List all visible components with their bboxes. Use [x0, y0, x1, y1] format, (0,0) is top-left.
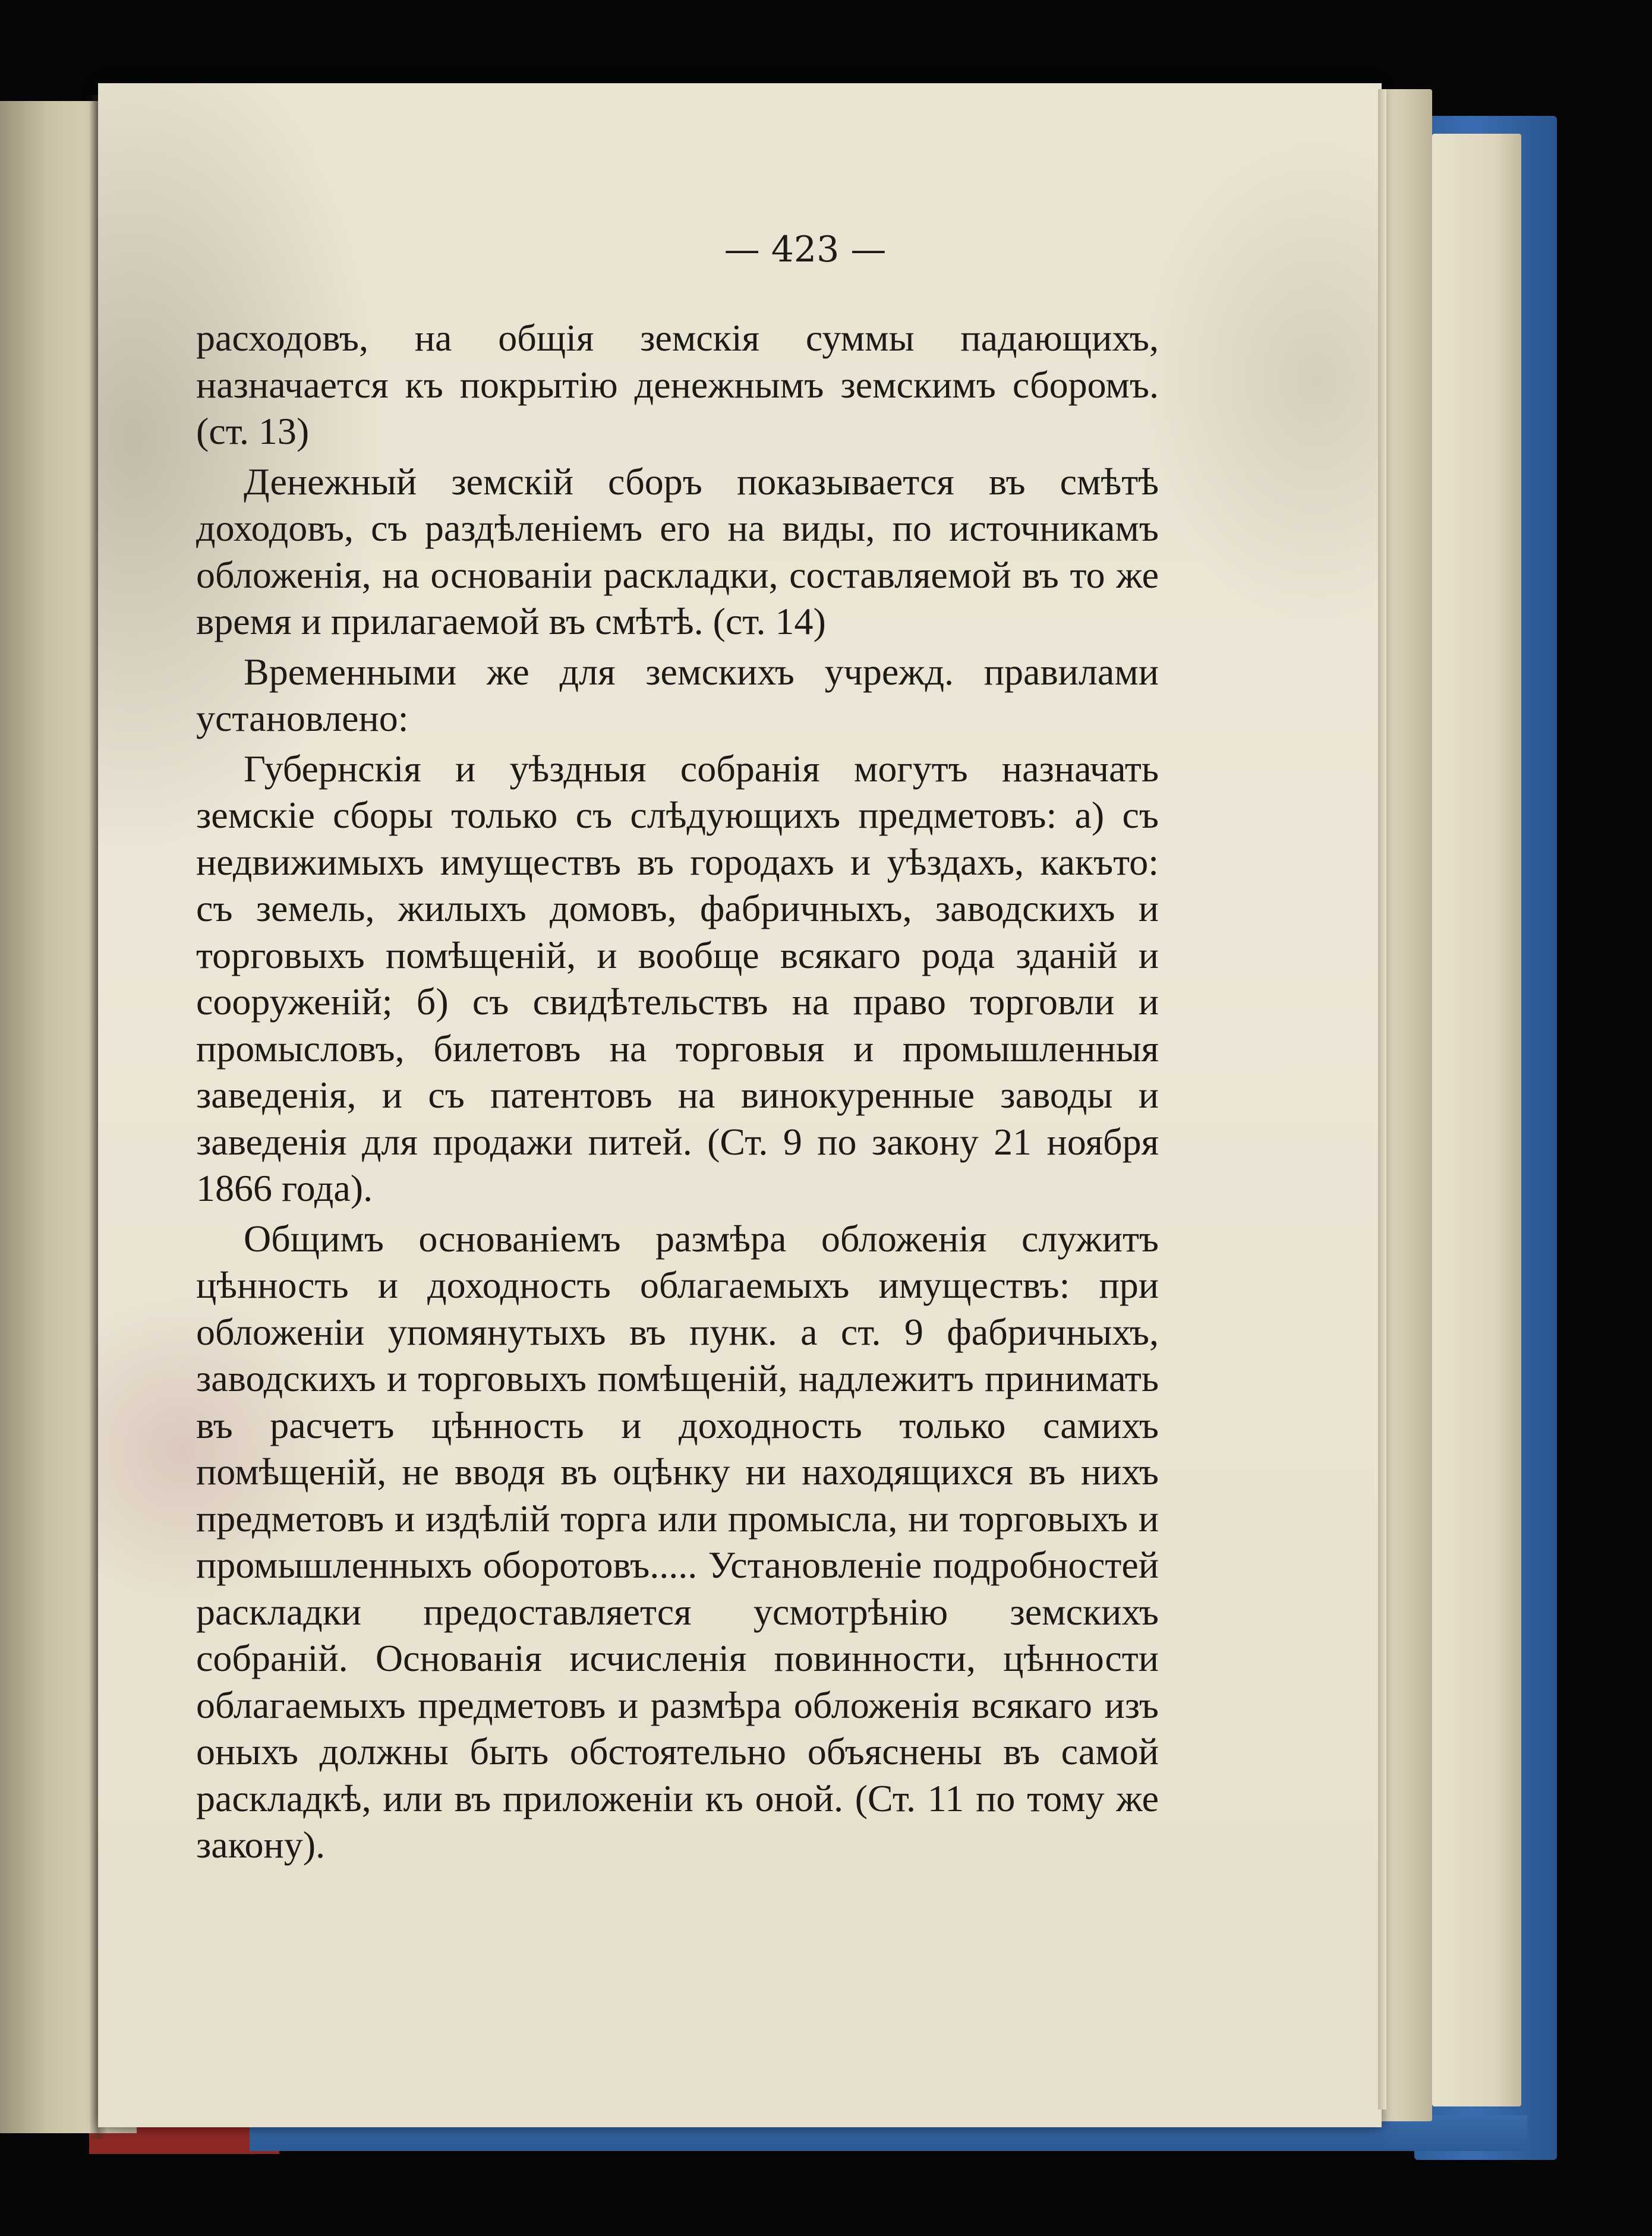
paragraph: Денежный земскій сборъ показывается въ смѣтѣ доходовъ, съ раздѣленіемъ его на виды, по источникамъ обложенія, на основаніи раскладки, составляемой въ то же время и прилагаемой въ смѣтѣ. (ст. 14) [196, 460, 1159, 642]
page-number: — 423 — [724, 229, 887, 270]
paragraph: расходовъ, на общія земскія суммы падающихъ, назначается къ покрытію денежнымъ земскимъ сборомъ. (ст. 13) [196, 317, 1159, 452]
paragraph: Губернскія и уѣздныя собранія могутъ назначать земскіе сборы только съ слѣдующихъ предметовъ: а) съ недвижимыхъ имуществъ въ городахъ и уѣздахъ, какъто: съ земель, жилыхъ домовъ, фабричныхъ, заводскихъ и торговыхъ помѣщеній, и вообще всякаго рода зданій и сооруженій; б) съ свидѣтельствъ на право торговли и промысловъ, билетовъ на торговыя и промышленныя заведенія, и съ патентовъ на винокуренные заводы и заведенія для продажи питей. (Ст. 9 по закону 21 ноября 1866 года). [196, 747, 1159, 1209]
book-page [98, 83, 1382, 2127]
page-body [196, 315, 1159, 1872]
page-stack-back [1432, 134, 1521, 2106]
paragraph: Временными же для земскихъ учрежд. правилами установлено: [196, 650, 1159, 739]
page-edge-curl [1378, 89, 1386, 2109]
paragraph: Общимъ основаніемъ размѣра обложенія служитъ цѣнность и доходность облагаемыхъ имуществъ: при обложеніи упомянутыхъ въ пунк. а ст. 9 фабричныхъ, заводскихъ и торговыхъ помѣщеній, надлежитъ принимать въ расчетъ цѣнность и доходность только самихъ помѣщеній, не вводя въ оцѣнку ни находящихся въ нихъ предметовъ и издѣлій торга или промысла, ни торговыхъ и промышленныхъ оборотовъ..... Установленіе подробностей раскладки предоставляется усмотрѣнію земскихъ собраній. Основанія исчисленія повинности, цѣнности облагаемыхъ предметовъ и размѣра обложенія всякаго изъ оныхъ должны быть обстоятельно объяснены въ самой раскладкѣ, или въ приложеніи къ оной. (Ст. 11 по тому же закону). [196, 1217, 1159, 1866]
